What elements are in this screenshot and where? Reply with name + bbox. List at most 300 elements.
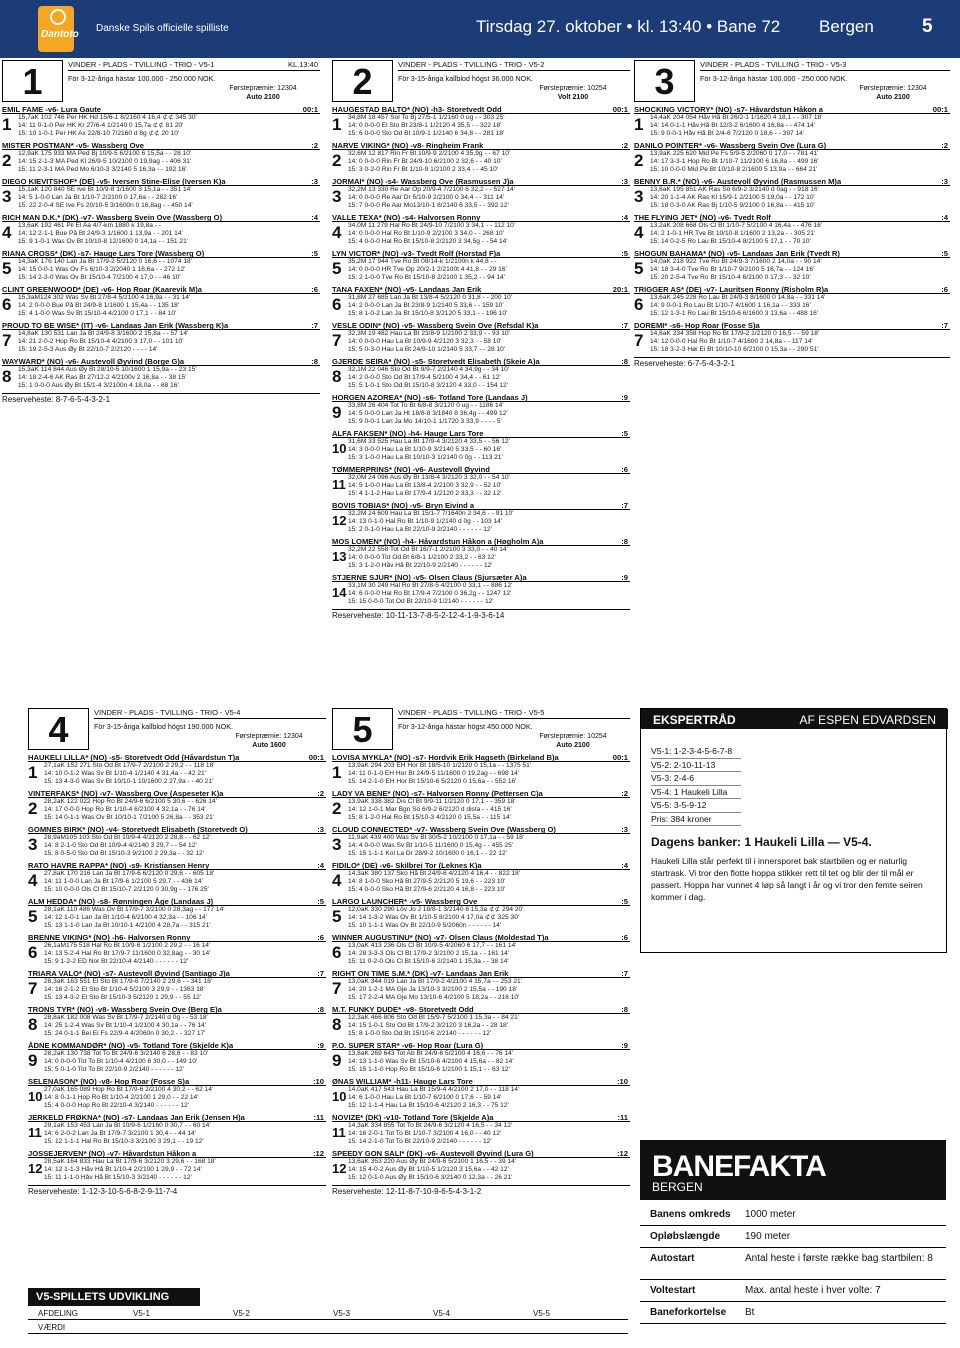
- horse-entry: [332, 105, 630, 138]
- horse-entry: [28, 753, 326, 786]
- start-number: 2: [2, 151, 12, 170]
- horse-name: HORGEN AZOREA* (NO) -s6- Totland Tore (Landaas J): [332, 393, 528, 402]
- horse-form: [332, 1086, 630, 1110]
- horse-header: [634, 321, 950, 330]
- horse-header: [28, 1149, 326, 1158]
- form-line: 14: 15 0-0-1 Was Ov Fs 6/10-3 2/2040 1 16,6a - - 272 12': [18, 266, 186, 273]
- form-line: 15,7aK 102 746 Per HK Hd 15/6-1 8/2160 4 16,4 ⊄⊄ 345 30': [18, 114, 197, 121]
- form-line: 14: 17 3-3-1 Hop Ro Bt 1/10-7 11/2100 6 16,8a - - 499 16': [650, 158, 819, 165]
- expert-advice: [640, 708, 947, 953]
- form-line: 14: 5 0-0-0 Lan Ja Ht 18/8-8 3/1840 8 36,4g - - 499 12': [348, 410, 508, 417]
- horse-entry: [2, 177, 320, 210]
- horse-name: DOREMI* -s6- Hop Roar (Fosse S)a: [634, 321, 760, 330]
- horse-header: [332, 501, 630, 510]
- fact-row: [640, 1226, 946, 1248]
- form-line: 34,8M 18 457 Sol To Bj 27/5-1 1/2160 0 ug - - 303 25': [348, 114, 505, 121]
- horse-form: [2, 258, 320, 282]
- horse-header: [28, 789, 326, 798]
- horse-odds: :7: [621, 969, 628, 978]
- race-distance: Auto 1600: [252, 742, 286, 749]
- form-line: 28,1aK 110 486 Was Ov Bt 17/9-7 3/2100 0 28,3ag - - 177 14': [44, 906, 225, 913]
- form-line: 15: 4 1-1-2 Hau La Bt 17/9-4 1/2120 2 33,3 - - 32 12': [348, 490, 502, 497]
- form-line: 14: 21 2-0-2 Hop Ro Bt 15/10-4 4/2100 3 17,0 - - 101 10': [18, 338, 184, 345]
- banker-text: Haukeli Lilla står perfekt til i innersporet bak startbilen og er naturlig startrask. Vi tror den flotte hoppa stikker rett til tet og blir der til mål er passert. Hoppa har vunnet 4 løp så langt i år og vi tror den femte seiren kommer i dag.: [651, 856, 923, 902]
- form-line: 15: 22 2-0-4 SE Ive Fs 20/10-5 3/1600n 0 16,8ag - - 450 14': [18, 202, 193, 209]
- pick-line: V5-3: 2-4-6: [651, 772, 741, 786]
- horse-name: VINTERFAKS* (NO) -v7- Wassberg Ove (Aspeseter K)a: [28, 789, 224, 798]
- horse-odds: :7: [621, 501, 628, 510]
- form-line: 15: 18 0-3-0 AK Ras Bj 1/10-5 9/2100 0 16,8a - - 415 10': [650, 202, 815, 209]
- start-number: 11: [332, 1125, 346, 1140]
- banefakta-table: [640, 1204, 946, 1324]
- form-line: 13,6aK 192 461 Pil El Aa 4/7-km 1880 k 19,8a - -: [18, 222, 161, 229]
- fact-key: Baneforkortelse: [650, 1307, 727, 1318]
- horse-header: [28, 969, 326, 978]
- horse-header: [28, 1041, 326, 1050]
- start-number: 12: [332, 1161, 347, 1176]
- horse-entry: [332, 969, 630, 1002]
- start-number: 7: [332, 979, 342, 998]
- form-line: 14: 17 0-0-0 Hop Ro Bt 1/10-4 6/2100 4 32,1a - - 76 14': [44, 806, 206, 813]
- form-line: 14: 18 2-4-6 AK Ras Bt 27/12-2 4/2100v 2 16,8a - - 38 15': [18, 374, 187, 381]
- horse-name: ØNAS WILLIAM* -h11- Hauge Lars Tore: [332, 1077, 473, 1086]
- horse-entry: [634, 141, 950, 174]
- horse-odds: :12: [617, 1149, 628, 1158]
- form-line: 15: 13 1-1-0 Lan Ja Bt 10/10-1 4/2100 4 28,7a - - 315 21': [44, 922, 211, 929]
- horse-odds: :12: [313, 1149, 324, 1158]
- horseshoe-icon: [50, 9, 66, 25]
- race-number: 2: [332, 60, 393, 102]
- horse-form: [332, 1122, 630, 1146]
- site-title: Danske Spils officielle spilliste: [96, 23, 229, 34]
- form-line: 15: 4 0-0-0 Hal Ro Bt 15/10-8 2/2120 3 34,5g - - 54 14': [348, 238, 508, 245]
- form-line: 14: 12 1-1-3 Håv Hå Bt 1/10-4 2/2100 1 29,9 - - 72 14': [44, 1166, 202, 1173]
- horse-entry: [332, 141, 630, 174]
- form-line: 14: 6 2-0-2 Lan Ja Bt 17/9-7 3/2100 1 30,4 - - 44 14': [44, 1130, 196, 1137]
- horse-name: WAYWARD* (NO) -v6- Austevoll Øyvind (Borge G)a: [2, 357, 185, 366]
- horse-name: GJERDE SEIRA* (NO) -s5- Storetvedt Elisabeth (Skeie A)a: [332, 357, 540, 366]
- horse-entry: [2, 249, 320, 282]
- form-line: 14: 8 1-0-0 Sko Hå Bt 27/9-5 2/2120 5 19,6 - - 223 10': [348, 878, 506, 885]
- v5-title: V5-SPILLETS UDVIKLING: [28, 1288, 200, 1306]
- form-line: 32,3M 19 482 Hau La Bt 23/8-9 1/2100 2 33,9 - - 93 10': [348, 330, 510, 337]
- horse-odds: :8: [621, 357, 628, 366]
- form-line: 13,6aK 195 851 AK Ras Sö 6/9-2 3/2140 d 0ag - - 918 16': [650, 186, 819, 193]
- horse-form: [332, 510, 630, 534]
- form-line: 15,3aM124 302 Was Sv Bt 27/8-4 5/2100 4 16,9a - - 31 14': [18, 294, 191, 301]
- horse-name: MOS LOMEN* (NO) -h4- Håvardstun Håkon a (Høgholm A)a: [332, 537, 544, 546]
- form-line: 14: 8 0-1-1 Hop Ro Bt 1/10-4 2/2100 1 29,0 - - 22 14': [44, 1094, 199, 1101]
- form-line: 14: 12 2-1-1 Bue På Bt 24/9-3 1/1600 1 13,9a - - 201 14': [18, 230, 183, 237]
- form-line: 14: 18 3-4-0 Tve Ro Bt 1/10-7 9/2100 5 16,7a - - 124 16': [650, 266, 815, 273]
- horse-form: [28, 834, 326, 858]
- fact-value: 190 meter: [745, 1231, 791, 1242]
- race-conditions: För 3-12-åriga hästar högst 450.000 NOK.: [398, 722, 533, 731]
- horse-form: [28, 762, 326, 786]
- horse-header: [332, 1113, 630, 1122]
- horse-name: VALLE TEXA* (NO) -s4- Halvorsen Ronny: [332, 213, 481, 222]
- horse-header: [332, 321, 630, 330]
- horse-header: [28, 825, 326, 834]
- horse-name: HAUKELI LILLA* (NO) -s5- Storetvedt Odd (Håvardstun T)a: [28, 753, 240, 762]
- horse-header: [28, 933, 326, 942]
- horse-form: [332, 114, 630, 138]
- form-line: 14: 25 1-2-4 Was Sv Bt 1/10-4 1/2100 4 30,1a - - 76 14': [44, 1022, 206, 1029]
- start-number: 3: [634, 187, 644, 206]
- form-line: 15: 14 0-1-1 Was Ov Bt 10/10-1 7/2100 5 26,8a - - 353 21': [44, 814, 214, 821]
- form-line: 28,2aK 122 022 Hop Ro Bt 24/9-6 6/2100 5 30,6 - - 626 14': [44, 798, 217, 805]
- horse-odds: :5: [941, 249, 948, 258]
- form-line: 12,9aK 175 933 MA Ped Bj 10/9-5 6/2100 6 15,5a - - 28 10': [18, 150, 192, 157]
- form-line: 15: 3 1-0-0 Hau La Bt 10/10-3 1/2140 0 0g - - 113 21': [348, 454, 503, 461]
- horse-header: [634, 105, 950, 114]
- banker-title: Dagens banker: 1 Haukeli Lilla — V5-4.: [651, 835, 872, 849]
- start-number: 13: [332, 549, 347, 564]
- horse-odds: :5: [311, 249, 318, 258]
- form-line: 14: 13 5-2-4 Hal Ro Bt 17/9-7 11/1600 0 32,8ag - - 30 14': [44, 950, 211, 957]
- horse-entry: [28, 1077, 326, 1110]
- horse-odds: :9: [621, 393, 628, 402]
- form-line: 14: 10 0-1-2 Was Sv Bt 1/10-4 1/2140 4 31,4a - - 42 21': [44, 770, 206, 777]
- fact-value: 1000 meter: [745, 1209, 796, 1220]
- form-line: 26,1aM175 518 Hal Ro Bt 10/9-6 1/2100 2 29,2 - - 16 14': [44, 942, 211, 949]
- logo-text: Dantoto: [41, 29, 79, 40]
- horse-entry: [634, 249, 950, 282]
- first-prize: Førstepræmie: 12304: [235, 733, 303, 740]
- horse-odds: :7: [317, 969, 324, 978]
- start-number: 8: [332, 367, 342, 386]
- start-number: 5: [2, 259, 12, 278]
- horse-form: [332, 798, 630, 822]
- reserve-horses: Reserveheste: 8-7-6-5-4-3-2-1: [2, 393, 320, 404]
- expert-header: [641, 709, 948, 729]
- form-line: 15: 8 1-2-0 Hal Ro Bt 15/10-3 4/2120 0 15,5a - - 115 14': [348, 814, 511, 821]
- horse-odds: :8: [621, 1005, 628, 1014]
- start-number: 6: [332, 295, 342, 314]
- horse-entry: [2, 213, 320, 246]
- horse-name: RATO HAVRE RAPPA* (NO) -s9- Kristiansen Henry: [28, 861, 210, 870]
- form-line: 28,9aM105 103 Sto Od Bt 10/9-4 4/2120 2 28,8 - - 62 12': [44, 834, 211, 841]
- horse-odds: :5: [621, 249, 628, 258]
- horse-form: [28, 798, 326, 822]
- form-line: 15: 2 1-0-0 Tve Ro Bt 15/10-8 2/2100 1 35,2 - - 94 14': [348, 274, 505, 281]
- start-number: 7: [634, 331, 644, 350]
- form-line: 15: 12 1-1-4 Hau La Bt 15/10-6 4/2120 2 16,3 - - 75 12': [348, 1102, 509, 1109]
- horse-name: NARVE VIKING* (NO) -v8- Ringheim Frank: [332, 141, 484, 150]
- horse-odds: 00:1: [612, 105, 628, 114]
- form-line: 15: 15 1-1-1 Kol La Dr 28/9-2 10/1600 0 16,1 - - 22 12': [348, 850, 507, 857]
- horse-entry: [332, 1077, 630, 1110]
- horse-odds: :9: [621, 573, 628, 582]
- horse-header: [2, 285, 320, 294]
- race-distance: Auto 2100: [876, 94, 910, 101]
- horse-entry: [332, 249, 630, 282]
- horse-form: [332, 834, 630, 858]
- horse-form: [332, 474, 630, 498]
- form-line: 14: 0 0-0-0 Hal Ro Bt 1/10-9 2/2100 3 34,0 - - 268 10': [348, 230, 504, 237]
- horse-entry: [332, 177, 630, 210]
- v5-col: AFDELING: [38, 1309, 79, 1318]
- race-prize: [838, 84, 948, 102]
- first-prize: Førstepræmie: 12304: [859, 85, 927, 92]
- start-number: 10: [28, 1089, 43, 1104]
- v5-col: V5-4: [433, 1309, 450, 1318]
- form-line: 13,6aK 353 220 Aus Øy Bt 24/9-6 5/2100 1 16,5 - - 39 14': [348, 1158, 517, 1165]
- horse-form: [332, 366, 630, 390]
- horse-header: [2, 321, 320, 330]
- v5-col: V5-2: [233, 1309, 250, 1318]
- form-line: 14,0aK 218 922 Tve Ro Bt 24/9-3 7/1600 2 14,0a - - 90 14': [650, 258, 822, 265]
- horse-entry: [332, 789, 630, 822]
- horse-name: M.T. FUNKY DUDE* -v8- Storetvedt Odd: [332, 1005, 474, 1014]
- horse-odds: :3: [317, 825, 324, 834]
- horse-entry: [634, 321, 950, 354]
- horse-name: SHOCKING VICTORY* (NO) -s7- Håvardstun Håkon a: [634, 105, 824, 114]
- horse-name: ALFA FAKSEN* (NO) -h4- Hauge Lars Tore: [332, 429, 484, 438]
- form-line: 35,2M 17 944 Tve Ro Bt 08/14-k 1/2100n k 44,8 - -: [348, 258, 497, 265]
- horse-name: BRENNE VIKING* (NO) -h6- Halvorsen Ronny: [28, 933, 191, 942]
- race-prize: [518, 84, 628, 102]
- form-line: 14: 15 2-1-3 MA Ped Kl 26/9-5 10/2100 0 19,9ag - - 406 31': [18, 158, 192, 165]
- horse-name: JORMAI* (NO) -s4- Wassberg Ove (Rasmussen J)a: [332, 177, 514, 186]
- start-number: 8: [28, 1015, 38, 1034]
- form-line: 15: 10 1-1-1 Was Ov Bt 22/10-9 5/2060n - - - - - - 14': [348, 922, 502, 929]
- horse-name: LARGO LAUNCHER* -v5- Wassberg Ove: [332, 897, 478, 906]
- form-line: 28,2aK 130 738 Tot To Bt 24/9-6 3/2140 6 28,6 - - 83 10': [44, 1050, 209, 1057]
- start-number: 4: [332, 871, 342, 890]
- form-line: 15: 1 0-0-0 Aus Øy Bt 15/1-4 3/2100n 4 18,0a - - 68 16': [18, 382, 179, 389]
- fact-value: Antal heste i første række bag startbilen: 8: [745, 1253, 933, 1264]
- horse-form: [634, 330, 950, 354]
- horse-entry: [28, 1005, 326, 1038]
- horse-odds: :10: [617, 1077, 628, 1086]
- form-line: 15: 2 0-1-0 Hau La Bt 22/10-9 2/2140 - - - - - - 12': [348, 526, 492, 533]
- horse-form: [332, 330, 630, 354]
- horse-name: TANA FAXEN* (NO) -v5- Landaas Jan Erik: [332, 285, 482, 294]
- horse-form: [332, 258, 630, 282]
- horse-odds: :8: [311, 357, 318, 366]
- form-line: 33,8M 26 404 Tot To Bt 6/8-8 3/2120 0 ug - - 1186 14': [348, 402, 504, 409]
- form-line: 33,1M 30 249 Hal Ro Bt 27/8-5 4/2100 0 33,1 - - 886 12': [348, 582, 513, 589]
- form-line: 27,0aK 165 089 Hop Ro Bt 17/9-6 2/2100 4 30,2 - - 62 14': [44, 1086, 214, 1093]
- form-line: 15,3aK 114 844 Aus Øy Bt 28/10-5 10/1600 1 15,9a - - 23 15': [18, 366, 197, 373]
- form-line: 15: 12 1-1-1 Hal Ro Bt 15/10-3 3/2100 3 29,1 - - 19 12': [44, 1138, 204, 1145]
- form-line: 13,0aK 413 236 Ols Cl Bt 10/9-5 4/2060 6 17,7 - - 161 14': [348, 942, 517, 949]
- horse-odds: :7: [621, 321, 628, 330]
- horse-form: [634, 294, 950, 318]
- start-number: 1: [2, 115, 12, 134]
- horse-odds: :7: [941, 321, 948, 330]
- horse-form: [2, 222, 320, 246]
- horse-entry: [332, 429, 630, 462]
- horse-entry: [332, 285, 630, 318]
- form-line: 27,8aK 170 216 Lan Ja Bt 17/9-6 6/2120 0 29,6 - - 605 18': [44, 870, 215, 877]
- horse-form: [2, 366, 320, 390]
- horse-entry: [332, 573, 630, 606]
- horse-name: TRIGGER AS* (DE) -v7- Lauritsen Ronny (Risholm R)a: [634, 285, 829, 294]
- start-number: 5: [332, 259, 342, 278]
- horse-header: [332, 969, 630, 978]
- horse-odds: :4: [941, 213, 948, 222]
- form-line: 15: 15 0-0-0 Tot Od Bt 22/10-9 1/2140 - - - - - - 12': [348, 598, 494, 605]
- horse-odds: :5: [621, 897, 628, 906]
- horse-entry: [332, 357, 630, 390]
- horse-name: PROUD TO BE WISE* (IT) -v6- Landaas Jan Erik (Wassberg K)a: [2, 321, 229, 330]
- fact-row: [640, 1204, 946, 1226]
- horse-form: [634, 258, 950, 282]
- form-line: 14: 2 1-0-1 HR Tve Bt 10/10-8 1/1600 2 13,2a - - 305 21': [650, 230, 816, 237]
- horse-header: [2, 177, 320, 186]
- form-line: 14: 6 0-0-0 Hal Ro Bt 17/9-4 7/2100 0 36,2g - - 1247 12': [348, 590, 512, 597]
- form-line: 14: 14 1-3-2 Was Ov Bt 1/10-5 8/2100 4 17,0a ⊄⊄ 325 30': [348, 914, 520, 921]
- horse-odds: :6: [317, 933, 324, 942]
- horse-entry: [28, 897, 326, 930]
- form-line: 13,9aK 225 620 Mid Pe Fs 5/9-5 2/2060 0 17,0 - - 781 41': [650, 150, 819, 157]
- horse-name: BOVIS TOBIAS* (NO) -v5- Bryn Eivind a: [332, 501, 475, 510]
- horse-header: [28, 1005, 326, 1014]
- pick-line: V5-1: 1-2-3-4-5-6-7-8: [651, 745, 741, 759]
- start-number: 3: [332, 835, 342, 854]
- form-line: 14: 12 1-0-1 Lan Ja Bt 1/10-4 6/2100 4 32,3a - - 106 14': [44, 914, 207, 921]
- form-line: 15: 13 4-3-2 El Sto Bt 15/10-3 5/2120 1 29,9 - - 55 12': [44, 994, 202, 1001]
- form-line: 14,0aK 417 543 Hau La Bt 15/9-4 4/2100 2 17,0 - - 118 14': [348, 1086, 520, 1093]
- start-number: 8: [332, 1015, 342, 1034]
- form-line: 13,9aK 294 203 EH Hor Bt 18/5-10 1/2120 0 15,1a - - 1375 51': [348, 762, 532, 769]
- horse-form: [28, 1014, 326, 1038]
- start-number: 4: [634, 223, 644, 242]
- form-line: 15: 8 1-0-2 Lan Ja Bt 15/10-8 3/2120 5 33,1 - - 196 10': [348, 310, 508, 317]
- form-line: 15: 4 0-0-0 Hop Ro Bt 22/10-4 3/2140 - - - - - - 12': [44, 1102, 189, 1109]
- start-number: 7: [332, 331, 342, 350]
- horse-header: [332, 933, 630, 942]
- horse-name: MISTER POSTMAN* -v5- Wassberg Ove: [2, 141, 144, 150]
- horse-header: [332, 1041, 630, 1050]
- horse-odds: :3: [621, 177, 628, 186]
- start-number: 5: [634, 259, 644, 278]
- form-line: 14,3aK 176 140 Lan Ja Bt 17/9-2 5/2120 0 16,6 - - 1074 18': [18, 258, 192, 265]
- start-number: 4: [28, 871, 38, 890]
- horse-odds: :2: [311, 141, 318, 150]
- horse-name: DANILO POINTER* -v6- Wassberg Svein Ove (Lura G): [634, 141, 827, 150]
- reserve-horses: Reserveheste: 12-11-8-7-10-9-6-5-4-3-1-2: [332, 1185, 630, 1196]
- v5-col: V5-3: [333, 1309, 350, 1318]
- horse-form: [634, 150, 950, 174]
- horse-form: [28, 1050, 326, 1074]
- form-line: 14: 0 0-0-0 Tot To Bt 1/10-4 4/2100 6 30,0 - - 149 10': [44, 1058, 198, 1065]
- horse-name: NOVIZE* (DK) -v10- Totland Tore (Skjelde A)a: [332, 1113, 494, 1122]
- form-line: 15: 9 1-2-2 ED Nor Bt 22/10-4 4/2140 - - - - - - 12': [44, 958, 189, 965]
- horse-form: [2, 330, 320, 354]
- form-line: 15: 11 0-2-0 Ols Cl Bt 15/10-6 2/2140 1 15,3a - - 38 14': [348, 958, 509, 965]
- form-line: 31,8M 27 685 Lan Ja Bt 13/8-4 5/2120 0 31,8 - - 200 10': [348, 294, 513, 301]
- form-line: 14: 15 1-0-1 Sto Od Bt 17/9-2 3/2120 3 16,2a - - 28 18': [348, 1022, 508, 1029]
- horse-form: [634, 114, 950, 138]
- start-number: 6: [332, 943, 342, 962]
- form-line: 32,2M 13 330 Re Aar Op 20/9-4 7/2100 6 32,2 - - 527 14': [348, 186, 515, 193]
- horse-header: [332, 249, 630, 258]
- horse-odds: :4: [311, 213, 318, 222]
- horse-odds: :6: [941, 285, 948, 294]
- horse-name: FIDILO* (DE) -v6- Skilbrei Tor (Leknes K)a: [332, 861, 482, 870]
- start-number: 1: [634, 115, 644, 134]
- race-date: Tirsdag 27. oktober • kl. 13:40 • Bane 72: [476, 17, 781, 36]
- form-line: 15: 14 0-2-5 Ro Lau Bt 15/10-4 8/2100 5 17,1 - - 70 10': [650, 238, 811, 245]
- page-number: 5: [922, 16, 933, 37]
- horse-entry: [2, 141, 320, 174]
- horse-form: [28, 942, 326, 966]
- horse-form: [28, 1122, 326, 1146]
- form-line: 14: 11 0-1-0 EH Hor Bt 24/9-5 11/1600 0 19,2ag - - 698 14': [348, 770, 520, 777]
- start-number: 7: [28, 979, 38, 998]
- form-line: 15: 3 0-2-0 Rin Fr Bt 1/10-9 1/2100 2 33,4 - - 45 10': [348, 166, 499, 173]
- horse-header: [28, 753, 326, 762]
- horse-entry: [332, 537, 630, 570]
- start-number: 4: [2, 223, 12, 242]
- horse-entry: [332, 897, 630, 930]
- race-conditions: För 3-15-åriga kallblod högst 36.000 NOK.: [398, 74, 534, 83]
- v5-development: [28, 1288, 628, 1334]
- start-number: 5: [332, 907, 342, 926]
- v5-value-row: [28, 1320, 628, 1334]
- race-time: KL.13:40: [287, 60, 318, 69]
- form-line: 28,5aK 164 833 Hau La Bt 17/9-6 3/2120 3 29,6 - - 168 18': [44, 1158, 216, 1165]
- form-line: 14: 9 0-0-1 Ro Lau Bt 1/10-7 4/1600 1 16,1a - - 333 16': [650, 302, 811, 309]
- race-prize: [214, 732, 324, 750]
- first-prize: Førstepræmie: 12304: [229, 85, 297, 92]
- first-prize: Førstepræmie: 10254: [539, 733, 607, 740]
- horse-entry: [28, 969, 326, 1002]
- horse-odds: :3: [311, 177, 318, 186]
- fact-row: [640, 1280, 946, 1302]
- form-line: 32,0M 24 096 Aus Øy Bt 13/8-4 3/2120 3 32,0 - - 54 10': [348, 474, 510, 481]
- horse-odds: :6: [621, 933, 628, 942]
- horse-odds: :10: [313, 1077, 324, 1086]
- horse-entry: [634, 105, 950, 138]
- horse-list: [634, 105, 950, 368]
- horse-header: [332, 825, 630, 834]
- race-type: VINDER - PLADS - TVILLING - TRIO - V5-4: [94, 708, 326, 719]
- form-line: 15: 14 2-3-0 Was Ov Bt 15/10-4 7/2100 4 17,0 - - 46 10': [18, 274, 181, 281]
- pick-line: V5-2: 2-10-11-13: [651, 759, 741, 773]
- form-line: 34,0M 11 279 Hal Ro Bt 24/9-10 7/2100 3 34,1 - - 112 10': [348, 222, 516, 229]
- form-line: 14: 0 0-0-0 Tot Od Bt 6/8-1 1/2100 2 33,2 - - 63 12': [348, 554, 496, 561]
- start-number: 2: [634, 151, 644, 170]
- race-conditions: För 3-12-åriga hästar 100.000 - 250.000 NOK.: [700, 74, 848, 83]
- horse-odds: 00:1: [932, 105, 948, 114]
- form-line: 13,8aK 269 643 Tot Ab Bt 24/9-6 5/2100 4 16,6 - - 76 14': [348, 1050, 514, 1057]
- horse-header: [28, 1113, 326, 1122]
- horse-name: LOVISA MYKLA* (NO) -s7- Hordvik Erik Hagseth (Birkeland B)a: [332, 753, 559, 762]
- horse-odds: :6: [621, 465, 628, 474]
- form-line: 15: 24 0-1-1 Bei Ei Fs 22/9-4 4/2060n 0 30,2 - - 327 17': [44, 1030, 206, 1037]
- horse-entry: [332, 1041, 630, 1074]
- form-line: 12,0aK 330 290 Löv Jo J 18/8-1 3/2140 6 15,3a ⊄⊄ 294 20': [348, 906, 524, 913]
- form-line: 14: 2 0-0-0 Bue På Bt 24/9-8 1/1600 1 15,4a - - 135 18': [18, 302, 180, 309]
- fact-row: [640, 1302, 946, 1324]
- race-conditions: För 3-15-åriga kallblod högst 190.000 NOK.: [94, 722, 234, 731]
- horse-odds: :6: [311, 285, 318, 294]
- pick-line: Pris: 384 kroner: [651, 813, 741, 827]
- v5-col: V5-5: [533, 1309, 550, 1318]
- horse-entry: [332, 933, 630, 966]
- horse-odds: :5: [317, 897, 324, 906]
- horse-header: [332, 465, 630, 474]
- race-number: 4: [28, 708, 89, 750]
- form-line: 15: 15 1-1-0 Hop Ro Bt 15/10-6 1/2100 1 15,1 - - 63 12': [348, 1066, 510, 1073]
- horse-form: [332, 186, 630, 210]
- form-line: 14: 12 0-0-0 Hal Ro Bt 1/10-7 4/1600 2 14,8a - - 117 14': [650, 338, 813, 345]
- horse-header: [28, 897, 326, 906]
